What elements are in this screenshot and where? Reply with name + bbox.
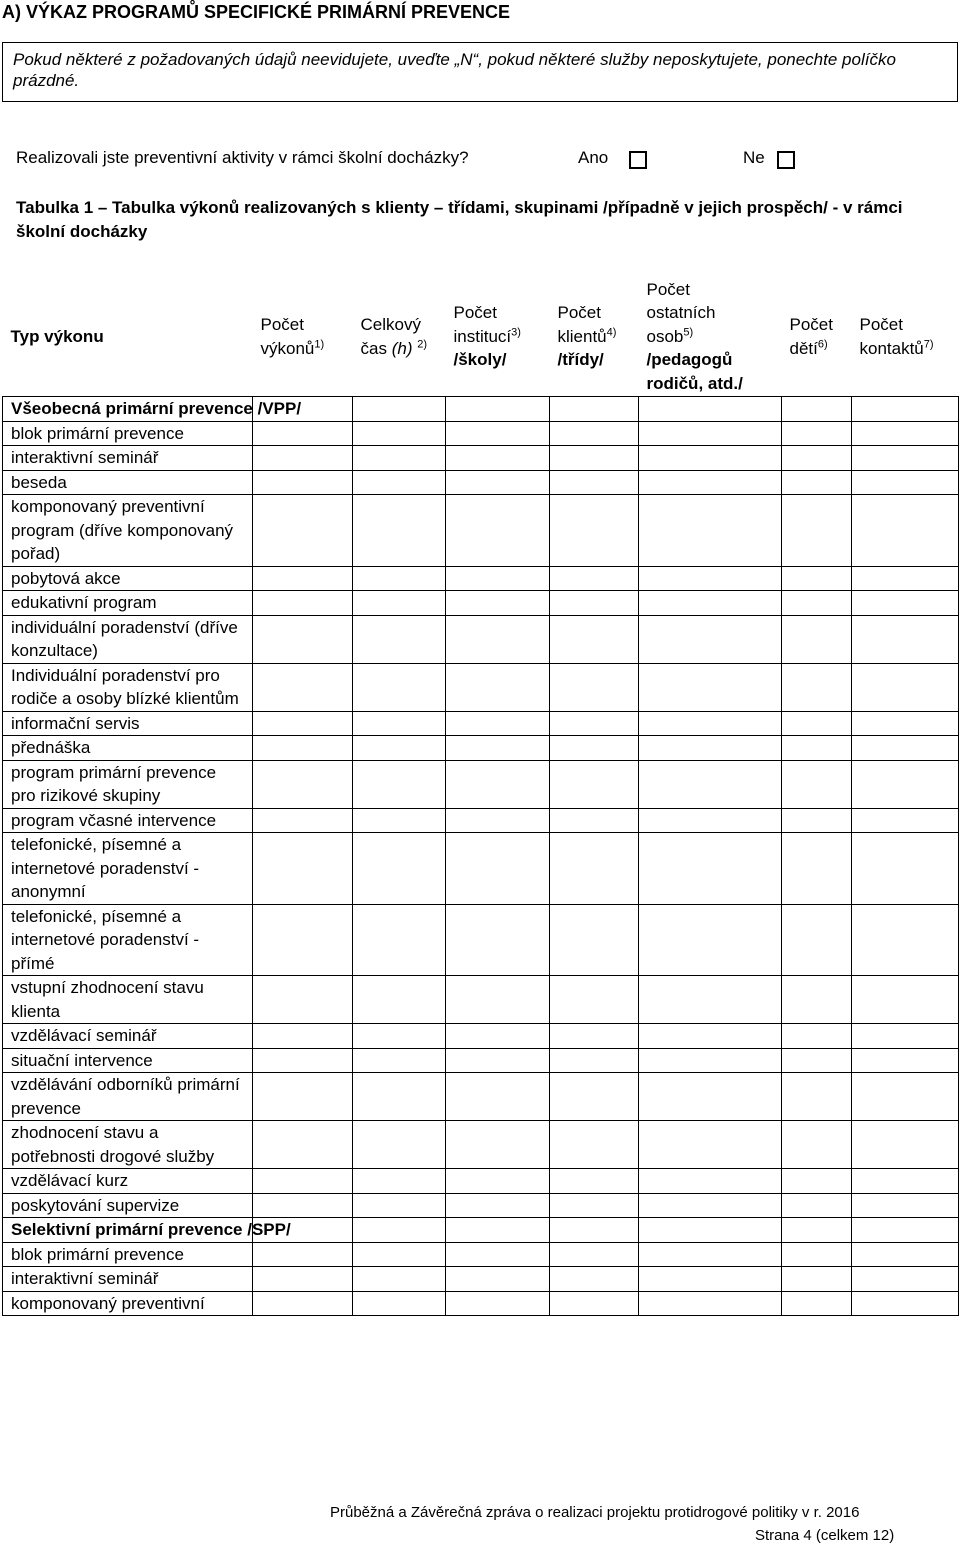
- row-label: beseda: [3, 470, 253, 495]
- value-cell[interactable]: [782, 566, 852, 591]
- value-cell[interactable]: [639, 760, 782, 808]
- value-cell[interactable]: [639, 1193, 782, 1218]
- value-cell[interactable]: [550, 904, 639, 976]
- value-cell[interactable]: [353, 495, 446, 567]
- value-cell[interactable]: [782, 495, 852, 567]
- value-cell[interactable]: [550, 711, 639, 736]
- value-cell[interactable]: [550, 1291, 639, 1316]
- value-cell[interactable]: [639, 446, 782, 471]
- value-cell[interactable]: [550, 495, 639, 567]
- value-cell[interactable]: [639, 1242, 782, 1267]
- value-cell[interactable]: [353, 421, 446, 446]
- table-row: [3, 1048, 959, 1073]
- value-cell[interactable]: [446, 421, 550, 446]
- value-cell[interactable]: [353, 470, 446, 495]
- value-cell[interactable]: [852, 495, 959, 567]
- value-cell[interactable]: [782, 1073, 852, 1121]
- row-label: telefonické, písemné a internetové poradenství - anonymní: [3, 833, 253, 905]
- row-label: informační servis: [3, 711, 253, 736]
- row-label: přednáška: [3, 736, 253, 761]
- value-cell[interactable]: [782, 1121, 852, 1169]
- value-cell[interactable]: [852, 833, 959, 905]
- value-cell[interactable]: [253, 615, 353, 663]
- value-cell[interactable]: [550, 615, 639, 663]
- value-cell[interactable]: [782, 1193, 852, 1218]
- value-cell[interactable]: [639, 808, 782, 833]
- category-row: [3, 1218, 959, 1243]
- value-cell[interactable]: [253, 1024, 353, 1049]
- value-cell[interactable]: [446, 1291, 550, 1316]
- value-cell[interactable]: [852, 1242, 959, 1267]
- table-row: [3, 591, 959, 616]
- value-cell[interactable]: [253, 711, 353, 736]
- value-cell[interactable]: [550, 1218, 639, 1243]
- row-label: komponovaný preventivní program (dříve komponovaný pořad): [3, 495, 253, 567]
- row-label: zhodnocení stavu a potřebnosti drogové služby: [3, 1121, 253, 1169]
- table-caption: Tabulka 1 – Tabulka výkonů realizovaných s klienty – třídami, skupinami /případně v jejich prospěch/ - v rámci školní docházky: [16, 198, 903, 241]
- value-cell[interactable]: [782, 976, 852, 1024]
- value-cell[interactable]: [639, 397, 782, 422]
- table-row: [3, 1291, 959, 1316]
- value-cell[interactable]: [550, 1242, 639, 1267]
- row-label: komponovaný preventivní: [3, 1291, 253, 1316]
- row-label: telefonické, písemné a internetové poradenství - přímé: [3, 904, 253, 976]
- row-label: edukativní program: [3, 591, 253, 616]
- value-cell[interactable]: [353, 615, 446, 663]
- value-cell[interactable]: [852, 736, 959, 761]
- question-text: Realizovali jste preventivní aktivity v rámci školní docházky?: [16, 148, 469, 167]
- table-row: [3, 1073, 959, 1121]
- row-label: situační intervence: [3, 1048, 253, 1073]
- value-cell[interactable]: [446, 470, 550, 495]
- value-cell[interactable]: [353, 904, 446, 976]
- value-cell[interactable]: [353, 1024, 446, 1049]
- value-cell[interactable]: [353, 833, 446, 905]
- row-label: interaktivní seminář: [3, 1267, 253, 1292]
- value-cell[interactable]: [639, 1169, 782, 1194]
- value-cell[interactable]: [852, 976, 959, 1024]
- table-row: [3, 470, 959, 495]
- table-row: [3, 808, 959, 833]
- value-cell[interactable]: [253, 808, 353, 833]
- value-cell[interactable]: [639, 421, 782, 446]
- table-row: [3, 1024, 959, 1049]
- value-cell[interactable]: [639, 904, 782, 976]
- table-row: [3, 904, 959, 976]
- value-cell[interactable]: [852, 397, 959, 422]
- value-cell[interactable]: [782, 1218, 852, 1243]
- value-cell[interactable]: [446, 711, 550, 736]
- value-cell[interactable]: [446, 566, 550, 591]
- value-cell[interactable]: [852, 1024, 959, 1049]
- row-label: vzdělávací kurz: [3, 1169, 253, 1194]
- notice-box: Pokud některé z požadovaných údajů neevidujete, uveďte „N“, pokud některé služby neposkytujete, ponechte políčko prázdné.: [2, 42, 958, 102]
- table-row: [3, 446, 959, 471]
- value-cell[interactable]: [353, 1169, 446, 1194]
- value-cell[interactable]: [446, 495, 550, 567]
- value-cell[interactable]: [782, 397, 852, 422]
- value-cell[interactable]: [639, 1073, 782, 1121]
- table-row: [3, 1267, 959, 1292]
- value-cell[interactable]: [353, 591, 446, 616]
- header-type: Typ výkonu: [10, 326, 104, 346]
- value-cell[interactable]: [446, 736, 550, 761]
- value-cell[interactable]: [639, 1048, 782, 1073]
- value-cell[interactable]: [353, 1073, 446, 1121]
- value-cell[interactable]: [446, 904, 550, 976]
- value-cell[interactable]: [852, 1267, 959, 1292]
- value-cell[interactable]: [852, 1048, 959, 1073]
- value-cell[interactable]: [550, 591, 639, 616]
- value-cell[interactable]: [446, 1048, 550, 1073]
- value-cell[interactable]: [639, 566, 782, 591]
- value-cell[interactable]: [353, 1218, 446, 1243]
- value-cell[interactable]: [253, 1073, 353, 1121]
- table-body: [3, 397, 959, 1316]
- value-cell[interactable]: [639, 591, 782, 616]
- table-row: [3, 566, 959, 591]
- value-cell[interactable]: [782, 1048, 852, 1073]
- value-cell[interactable]: [639, 976, 782, 1024]
- value-cell[interactable]: [446, 446, 550, 471]
- value-cell[interactable]: [550, 808, 639, 833]
- value-cell[interactable]: [550, 1048, 639, 1073]
- value-cell[interactable]: [353, 1242, 446, 1267]
- value-cell[interactable]: [446, 615, 550, 663]
- table-row: [3, 736, 959, 761]
- value-cell[interactable]: [253, 1242, 353, 1267]
- category-label: Selektivní primární prevence /SPP/: [3, 1218, 253, 1243]
- value-cell[interactable]: [852, 1291, 959, 1316]
- value-cell[interactable]: [353, 397, 446, 422]
- yes-label: Ano: [578, 148, 609, 167]
- value-cell[interactable]: [550, 1169, 639, 1194]
- value-cell[interactable]: [639, 470, 782, 495]
- table-row: [3, 495, 959, 567]
- value-cell[interactable]: [639, 1267, 782, 1292]
- value-cell[interactable]: [253, 663, 353, 711]
- section-title: A) VÝKAZ PROGRAMŮ SPECIFICKÉ PRIMÁRNÍ PREVENCE: [2, 2, 511, 22]
- value-cell[interactable]: [639, 663, 782, 711]
- row-label: pobytová akce: [3, 566, 253, 591]
- value-cell[interactable]: [782, 446, 852, 471]
- header-clients: Počet klientů$^{4)}$ /třídy/: [557, 303, 617, 370]
- value-cell[interactable]: [852, 421, 959, 446]
- header-other-persons: Počet ostatních osob$^{5)}$ /pedagogů rodičů, atd./: [646, 279, 743, 393]
- value-cell[interactable]: [852, 760, 959, 808]
- performance-table: [2, 277, 959, 1316]
- value-cell[interactable]: [446, 808, 550, 833]
- value-cell[interactable]: [353, 711, 446, 736]
- footer-report-title: Průběžná a Závěrečná zpráva o realizaci projektu protidrogové politiky v r. 2016: [330, 1504, 860, 1521]
- row-label: vzdělávací seminář: [3, 1024, 253, 1049]
- value-cell[interactable]: [782, 760, 852, 808]
- value-cell[interactable]: [550, 470, 639, 495]
- row-label: vzdělávání odborníků primární prevence: [3, 1073, 253, 1121]
- value-cell[interactable]: [446, 591, 550, 616]
- header-children: Počet dětí$^{6)}$: [789, 315, 833, 358]
- value-cell[interactable]: [446, 760, 550, 808]
- value-cell[interactable]: [852, 615, 959, 663]
- value-cell[interactable]: [782, 808, 852, 833]
- value-cell[interactable]: [782, 1024, 852, 1049]
- value-cell[interactable]: [253, 736, 353, 761]
- value-cell[interactable]: [353, 1291, 446, 1316]
- value-cell[interactable]: [253, 760, 353, 808]
- value-cell[interactable]: [353, 976, 446, 1024]
- value-cell[interactable]: [852, 663, 959, 711]
- value-cell[interactable]: [253, 1267, 353, 1292]
- value-cell[interactable]: [550, 760, 639, 808]
- row-label: Individuální poradenství pro rodiče a osoby blízké klientům: [3, 663, 253, 711]
- value-cell[interactable]: [639, 736, 782, 761]
- value-cell[interactable]: [782, 833, 852, 905]
- value-cell[interactable]: [446, 1267, 550, 1292]
- value-cell[interactable]: [639, 1024, 782, 1049]
- value-cell[interactable]: [446, 976, 550, 1024]
- value-cell[interactable]: [852, 1121, 959, 1169]
- value-cell[interactable]: [639, 615, 782, 663]
- value-cell[interactable]: [550, 1073, 639, 1121]
- table-row: [3, 1169, 959, 1194]
- row-label: blok primární prevence: [3, 421, 253, 446]
- value-cell[interactable]: [782, 663, 852, 711]
- value-cell[interactable]: [550, 1267, 639, 1292]
- value-cell[interactable]: [253, 566, 353, 591]
- row-label: blok primární prevence: [3, 1242, 253, 1267]
- value-cell[interactable]: [253, 976, 353, 1024]
- value-cell[interactable]: [550, 976, 639, 1024]
- value-cell[interactable]: [253, 1121, 353, 1169]
- value-cell[interactable]: [550, 833, 639, 905]
- value-cell[interactable]: [353, 736, 446, 761]
- value-cell[interactable]: [550, 566, 639, 591]
- value-cell[interactable]: [253, 904, 353, 976]
- value-cell[interactable]: [550, 397, 639, 422]
- value-cell[interactable]: [782, 736, 852, 761]
- value-cell[interactable]: [353, 566, 446, 591]
- yes-checkbox[interactable]: [629, 151, 647, 169]
- table-row: [3, 1193, 959, 1218]
- value-cell[interactable]: [253, 421, 353, 446]
- no-label: Ne: [743, 148, 765, 167]
- value-cell[interactable]: [852, 808, 959, 833]
- table-row: [3, 1242, 959, 1267]
- header-total-time: Celkový čas (h) $^{2)}$: [360, 315, 427, 358]
- row-label: poskytování supervize: [3, 1193, 253, 1218]
- value-cell[interactable]: [253, 1291, 353, 1316]
- value-cell[interactable]: [550, 736, 639, 761]
- value-cell[interactable]: [353, 1048, 446, 1073]
- category-label: Všeobecná primární prevence /VPP/: [3, 397, 253, 422]
- header-institutions: Počet institucí$^{3)}$ /školy/: [453, 303, 521, 370]
- value-cell[interactable]: [639, 1291, 782, 1316]
- value-cell[interactable]: [446, 1193, 550, 1218]
- value-cell[interactable]: [253, 1169, 353, 1194]
- row-label: program včasné intervence: [3, 808, 253, 833]
- value-cell[interactable]: [852, 470, 959, 495]
- value-cell[interactable]: [852, 711, 959, 736]
- value-cell[interactable]: [353, 663, 446, 711]
- value-cell[interactable]: [782, 470, 852, 495]
- value-cell[interactable]: [353, 1193, 446, 1218]
- value-cell[interactable]: [550, 663, 639, 711]
- value-cell[interactable]: [852, 1193, 959, 1218]
- value-cell[interactable]: [639, 1218, 782, 1243]
- value-cell[interactable]: [782, 1169, 852, 1194]
- value-cell[interactable]: [253, 470, 353, 495]
- value-cell[interactable]: [253, 833, 353, 905]
- value-cell[interactable]: [782, 1291, 852, 1316]
- row-label: vstupní zhodnocení stavu klienta: [3, 976, 253, 1024]
- value-cell[interactable]: [353, 1121, 446, 1169]
- value-cell[interactable]: [852, 591, 959, 616]
- value-cell[interactable]: [253, 1048, 353, 1073]
- value-cell[interactable]: [852, 1073, 959, 1121]
- value-cell[interactable]: [253, 495, 353, 567]
- value-cell[interactable]: [253, 591, 353, 616]
- value-cell[interactable]: [446, 1073, 550, 1121]
- value-cell[interactable]: [639, 711, 782, 736]
- value-cell[interactable]: [782, 904, 852, 976]
- row-label: program primární prevence pro rizikové skupiny: [3, 760, 253, 808]
- value-cell[interactable]: [446, 663, 550, 711]
- value-cell[interactable]: [353, 1267, 446, 1292]
- value-cell[interactable]: [550, 446, 639, 471]
- value-cell[interactable]: [446, 1024, 550, 1049]
- row-label: individuální poradenství (dříve konzultace): [3, 615, 253, 663]
- value-cell[interactable]: [782, 591, 852, 616]
- no-checkbox[interactable]: [777, 151, 795, 169]
- value-cell[interactable]: [782, 421, 852, 446]
- value-cell[interactable]: [446, 1242, 550, 1267]
- value-cell[interactable]: [550, 421, 639, 446]
- value-cell[interactable]: [353, 760, 446, 808]
- header-contacts: Počet kontaktů$^{7)}$: [859, 315, 934, 358]
- footer-page-number: Strana 4 (celkem 12): [755, 1527, 895, 1544]
- value-cell[interactable]: [782, 1267, 852, 1292]
- table-row: [3, 615, 959, 663]
- row-label: interaktivní seminář: [3, 446, 253, 471]
- value-cell[interactable]: [446, 1218, 550, 1243]
- value-cell[interactable]: [852, 1169, 959, 1194]
- value-cell[interactable]: [639, 1121, 782, 1169]
- value-cell[interactable]: [253, 446, 353, 471]
- value-cell[interactable]: [639, 495, 782, 567]
- value-cell[interactable]: [550, 1024, 639, 1049]
- value-cell[interactable]: [782, 615, 852, 663]
- value-cell[interactable]: [446, 833, 550, 905]
- table-row: [3, 1121, 959, 1169]
- value-cell[interactable]: [446, 397, 550, 422]
- table-row: [3, 760, 959, 808]
- value-cell[interactable]: [852, 904, 959, 976]
- value-cell[interactable]: [550, 1121, 639, 1169]
- value-cell[interactable]: [782, 1242, 852, 1267]
- header-performances: Počet výkonů$^{1)}$: [260, 315, 325, 358]
- value-cell[interactable]: [639, 833, 782, 905]
- category-row: [3, 397, 959, 422]
- table-row: [3, 421, 959, 446]
- table-row: [3, 833, 959, 905]
- table-row: [3, 663, 959, 711]
- value-cell[interactable]: [446, 1169, 550, 1194]
- value-cell[interactable]: [852, 1218, 959, 1243]
- table-row: [3, 976, 959, 1024]
- value-cell[interactable]: [353, 808, 446, 833]
- value-cell[interactable]: [550, 1193, 639, 1218]
- value-cell[interactable]: [852, 446, 959, 471]
- value-cell[interactable]: [253, 1193, 353, 1218]
- value-cell[interactable]: [353, 446, 446, 471]
- table-row: [3, 711, 959, 736]
- value-cell[interactable]: [446, 1121, 550, 1169]
- value-cell[interactable]: [782, 711, 852, 736]
- value-cell[interactable]: [852, 566, 959, 591]
